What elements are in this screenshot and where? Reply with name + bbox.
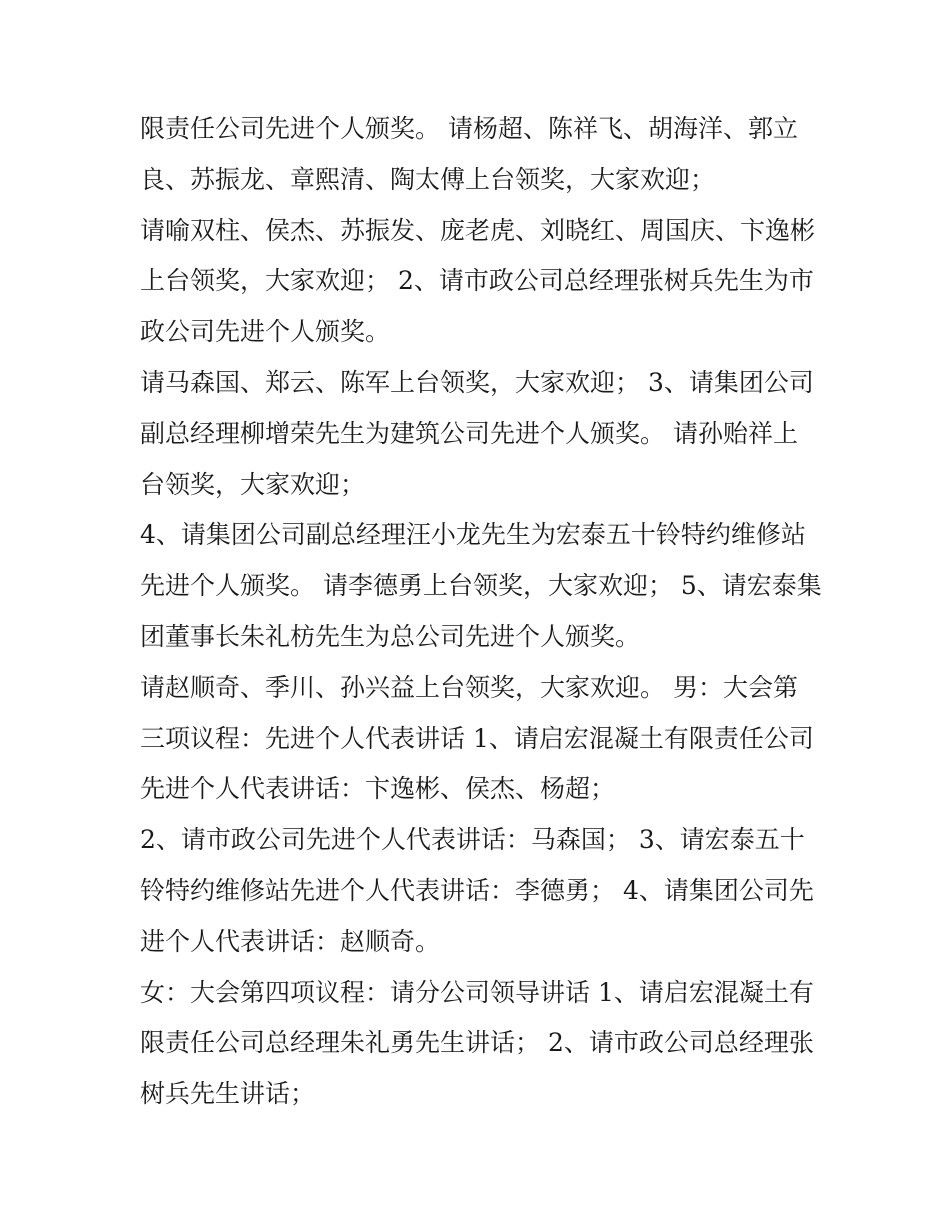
text-line: 请喻双柱、侯杰、苏振发、庞老虎、刘晓红、周国庆、卞逸彬: [140, 215, 816, 245]
text-line: 先进个人颁奖。 请李德勇上台领奖，大家欢迎； 5、请宏泰集: [140, 571, 822, 601]
text-line: 铃特约维修站先进个人代表讲话：李德勇； 4、请集团公司先: [140, 875, 814, 905]
text-line: 团董事长朱礼枋先生为总公司先进个人颁奖。: [140, 621, 641, 651]
text-line: 三项议程：先进个人代表讲话 1、请启宏混凝土有限责任公司: [140, 723, 814, 753]
text-line: 副总经理柳增荣先生为建筑公司先进个人颁奖。 请孙贻祥上: [140, 418, 798, 448]
text-line: 树兵先生讲话；: [140, 1079, 316, 1109]
text-line: 女：大会第四项议程：请分公司领导讲话 1、请启宏混凝土有: [140, 977, 814, 1007]
text-line: 良、苏振龙、章熙清、陶太傅上台领奖，大家欢迎；: [140, 164, 716, 194]
text-line: 台领奖，大家欢迎；: [140, 469, 366, 499]
document-body: [140, 104, 820, 1120]
text-line: 限责任公司先进个人颁奖。 请杨超、陈祥飞、胡海洋、郭立: [140, 114, 798, 143]
text-line: 4、请集团公司副总经理汪小龙先生为宏泰五十铃特约维修站: [140, 520, 806, 550]
text-line: 请赵顺奇、季川、孙兴益上台领奖，大家欢迎。 男：大会第: [140, 672, 798, 702]
text-line: 进个人代表讲话：赵顺奇。: [140, 926, 441, 956]
text-line: 限责任公司总经理朱礼勇先生讲话； 2、请市政公司总经理张: [140, 1028, 814, 1058]
text-line: 先进个人代表讲话：卞逸彬、侯杰、杨超；: [140, 774, 616, 804]
text-line: 上台领奖，大家欢迎； 2、请市政公司总经理张树兵先生为市: [140, 266, 814, 296]
text-line: 2、请市政公司先进个人代表讲话：马森国； 3、请宏泰五十: [140, 825, 805, 855]
text-line: 政公司先进个人颁奖。: [140, 317, 391, 347]
text-line: 请马森国、郑云、陈军上台领奖，大家欢迎； 3、请集团公司: [140, 367, 814, 397]
